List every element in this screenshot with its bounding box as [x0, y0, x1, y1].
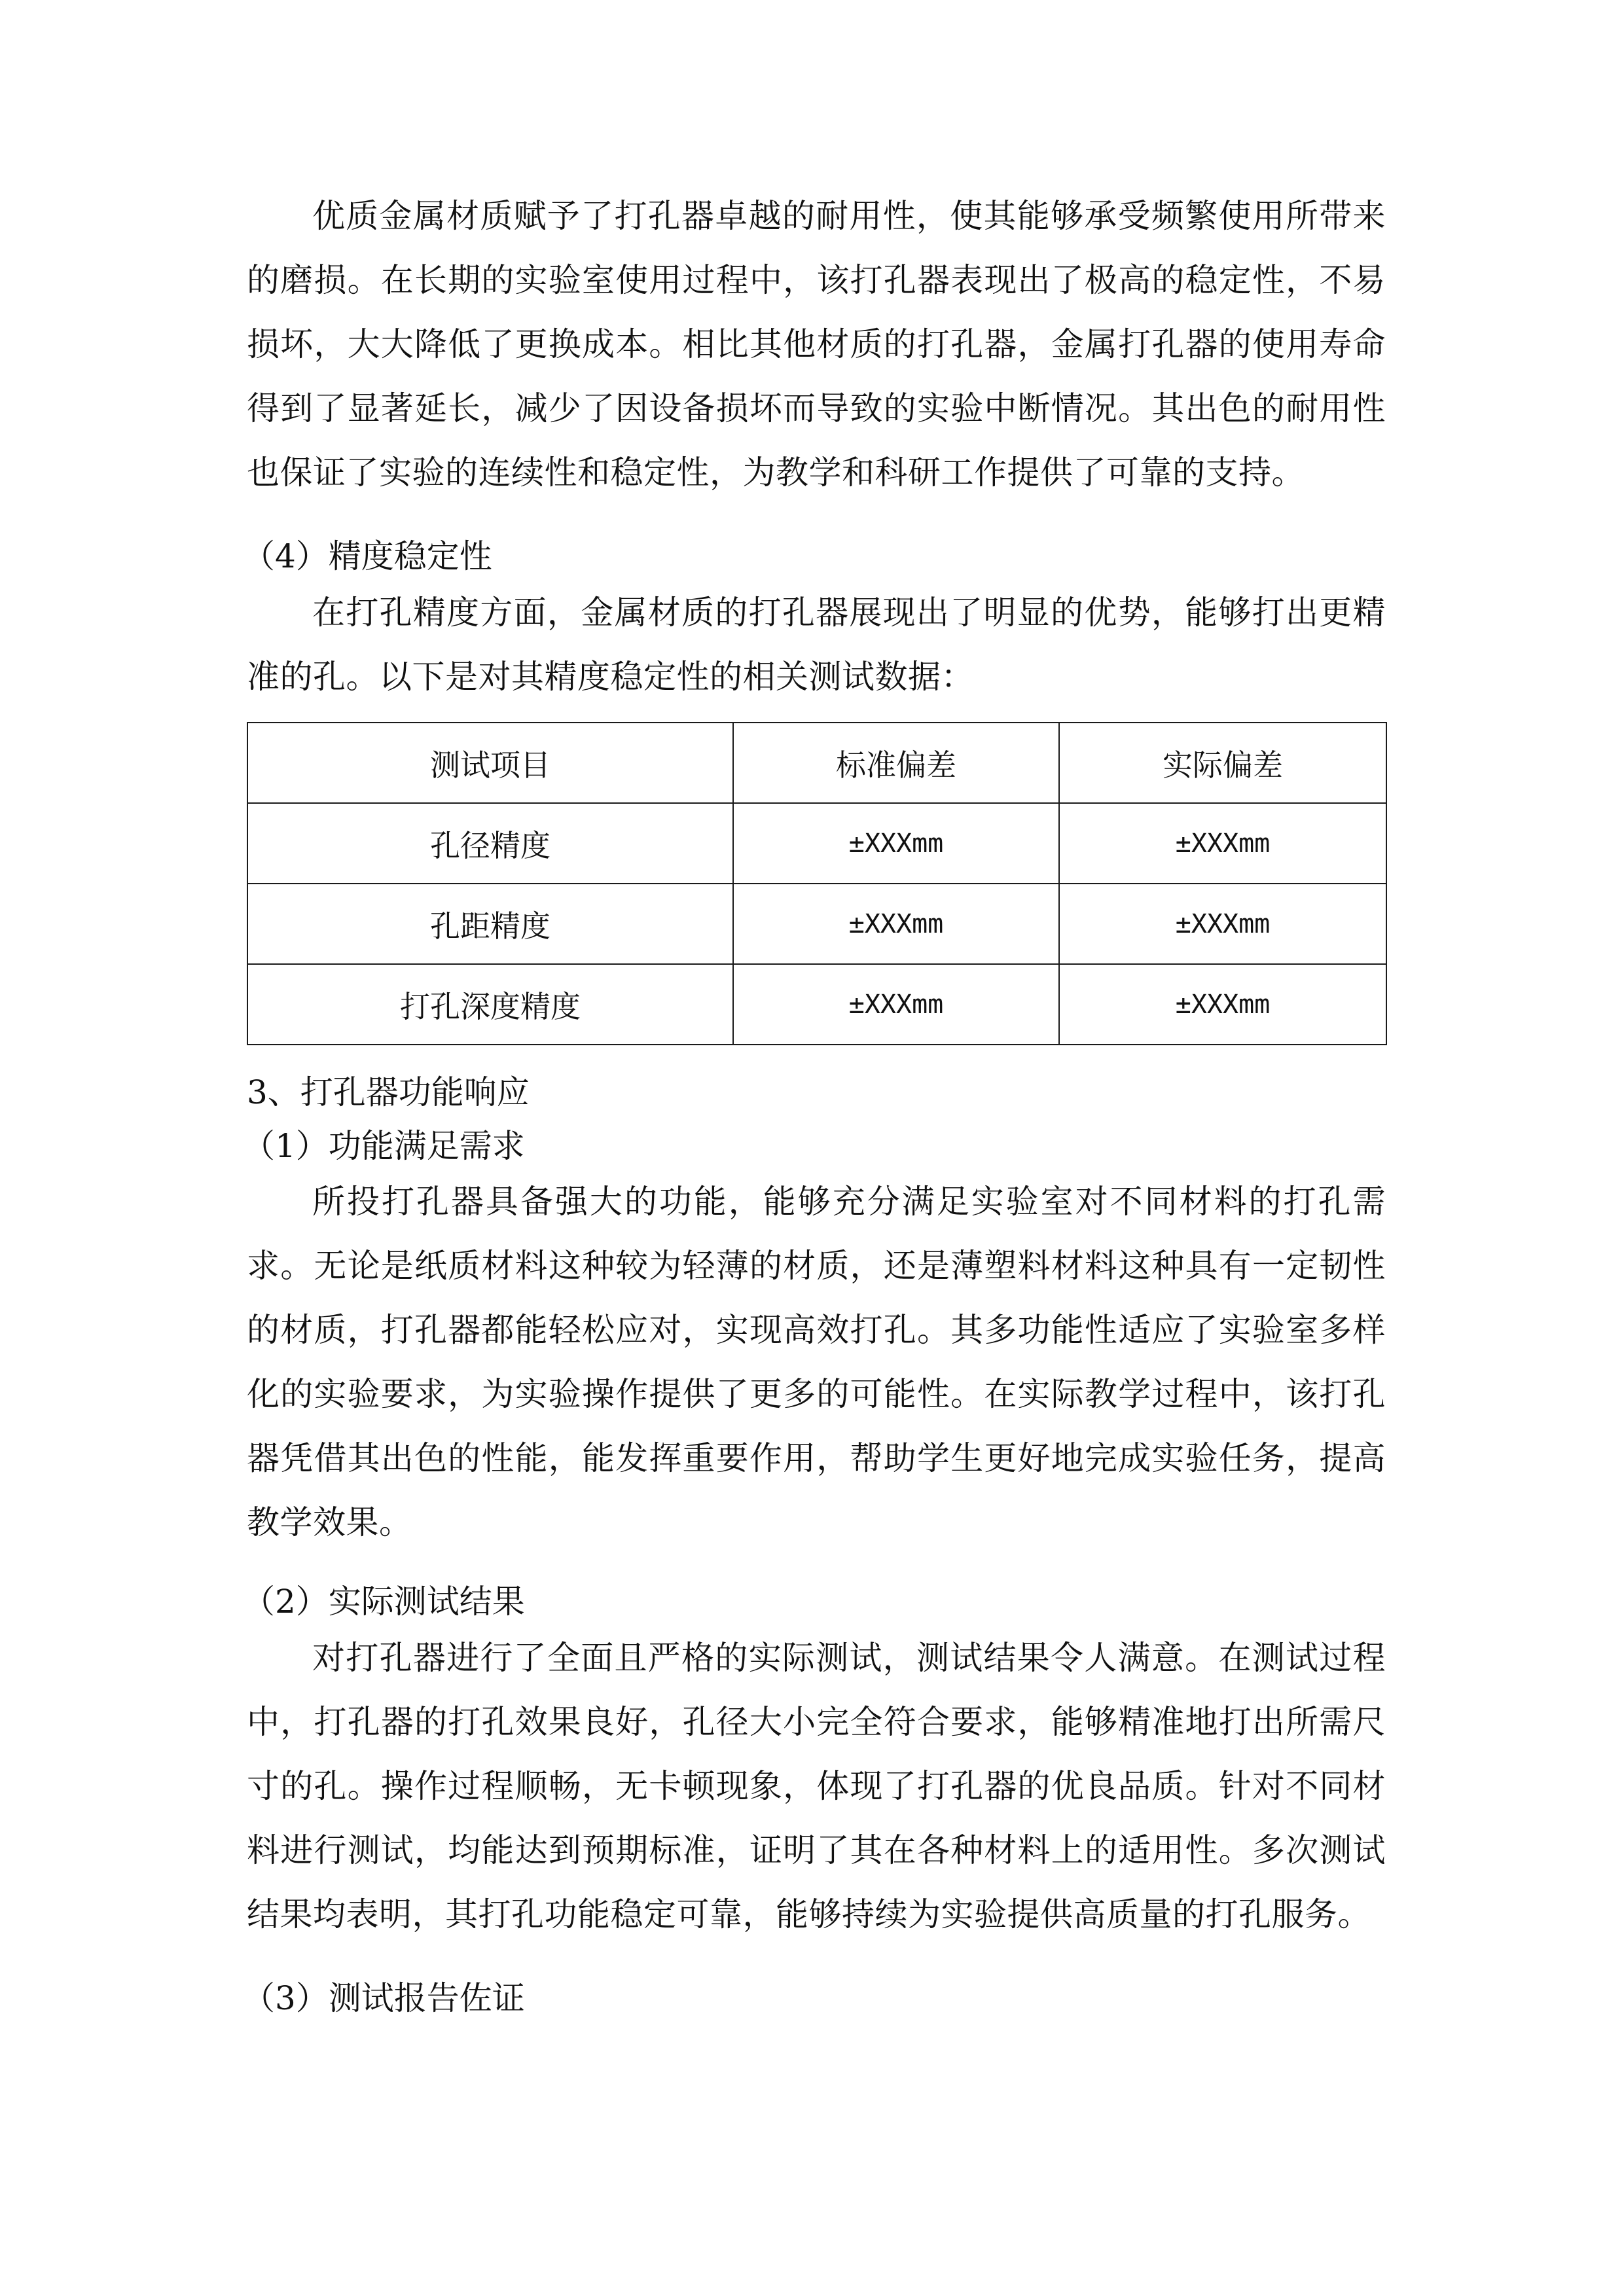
function-heading: 3、打孔器功能响应 — [247, 1073, 530, 1111]
needs-paragraph: 所投打孔器具备强大的功能，能够充分满足实验室对不同材料的打孔需求。无论是纸质材料这种较为轻薄的材质，还是薄塑料材料这种具有一定韧性的材质，打孔器都能轻松应对，实现高效打孔。其多功能性适应了实验室多样化的实验要求，为实验操作提供了更多的可能性。在实际教学过程中，该打孔器凭借其出色的性能，能发挥重要作用，帮助学生更好地完成实验任务，提高教学效果。 — [247, 1183, 1386, 1541]
table-cell-actual: ±XXXmm — [1059, 964, 1386, 1045]
table-header-row — [247, 723, 1386, 803]
table-row — [247, 803, 1386, 884]
table-cell-standard: ±XXXmm — [733, 803, 1059, 884]
report-heading: （3）测试报告佐证 — [242, 1979, 525, 2017]
table-cell-item: 孔距精度 — [247, 884, 733, 964]
table-cell-standard: ±XXXmm — [733, 964, 1059, 1045]
needs-heading: （1）功能满足需求 — [242, 1127, 525, 1165]
table-header-cell: 测试项目 — [247, 723, 733, 803]
table-header-cell: 标准偏差 — [733, 723, 1059, 803]
table-cell-actual: ±XXXmm — [1059, 803, 1386, 884]
table-cell-item: 孔径精度 — [247, 803, 733, 884]
precision-paragraph: 在打孔精度方面，金属材质的打孔器展现出了明显的优势，能够打出更精准的孔。以下是对其精度稳定性的相关测试数据： — [247, 594, 1386, 696]
test-paragraph: 对打孔器进行了全面且严格的实际测试，测试结果令人满意。在测试过程中，打孔器的打孔效果良好，孔径大小完全符合要求，能够精准地打出所需尺寸的孔。操作过程顺畅，无卡顿现象，体现了打孔器的优良品质。针对不同材料进行测试，均能达到预期标准，证明了其在各种材料上的适用性。多次测试结果均表明，其打孔功能稳定可靠，能够持续为实验提供高质量的打孔服务。 — [247, 1639, 1386, 1933]
table-cell-standard: ±XXXmm — [733, 884, 1059, 964]
table-row — [247, 964, 1386, 1045]
precision-heading: （4）精度稳定性 — [242, 537, 492, 575]
table-cell-item: 打孔深度精度 — [247, 964, 733, 1045]
table-cell-actual: ±XXXmm — [1059, 884, 1386, 964]
test-heading: （2）实际测试结果 — [242, 1583, 525, 1621]
precision-table — [247, 722, 1387, 1045]
durability-paragraph: 优质金属材质赋予了打孔器卓越的耐用性，使其能够承受频繁使用所带来的磨损。在长期的实验室使用过程中，该打孔器表现出了极高的稳定性，不易损坏，大大降低了更换成本。相比其他材质的打孔器，金属打孔器的使用寿命得到了显著延长，减少了因设备损坏而导致的实验中断情况。其出色的耐用性也保证了实验的连续性和稳定性，为教学和科研工作提供了可靠的支持。 — [247, 197, 1386, 492]
table-header-cell: 实际偏差 — [1059, 723, 1386, 803]
table-row — [247, 884, 1386, 964]
